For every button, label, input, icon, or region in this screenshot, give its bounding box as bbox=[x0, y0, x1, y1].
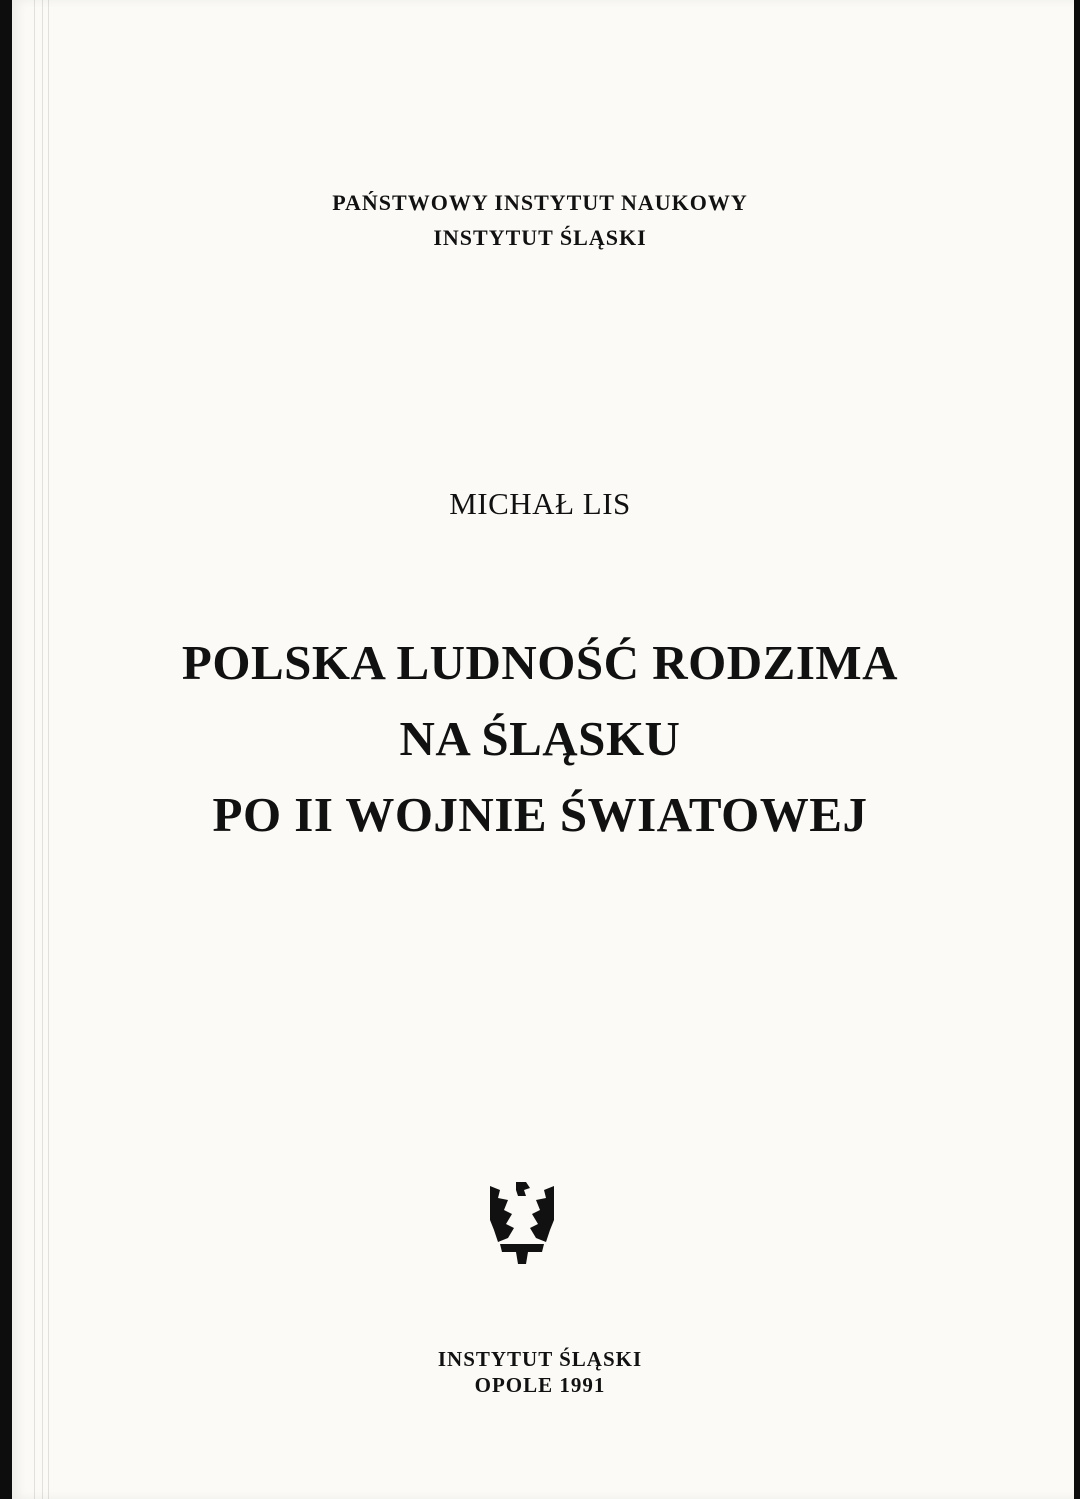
institution-line-2: INSTYTUT ŚLĄSKI bbox=[433, 225, 647, 250]
title-line-3: PO II WOJNIE ŚWIATOWEJ bbox=[212, 787, 868, 842]
title-line-1: POLSKA LUDNOŚĆ RODZIMA bbox=[181, 635, 899, 690]
publisher-name: INSTYTUT ŚLĄSKI bbox=[437, 1347, 643, 1371]
title-line-2: NA ŚLĄSKU bbox=[399, 711, 681, 766]
publisher-place-year: OPOLE 1991 bbox=[474, 1373, 606, 1397]
eagle-emblem-icon bbox=[486, 1180, 558, 1270]
author-name: MICHAŁ LIS bbox=[449, 486, 631, 521]
institution-line-1: PAŃSTWOWY INSTYTUT NAUKOWY bbox=[332, 190, 748, 215]
